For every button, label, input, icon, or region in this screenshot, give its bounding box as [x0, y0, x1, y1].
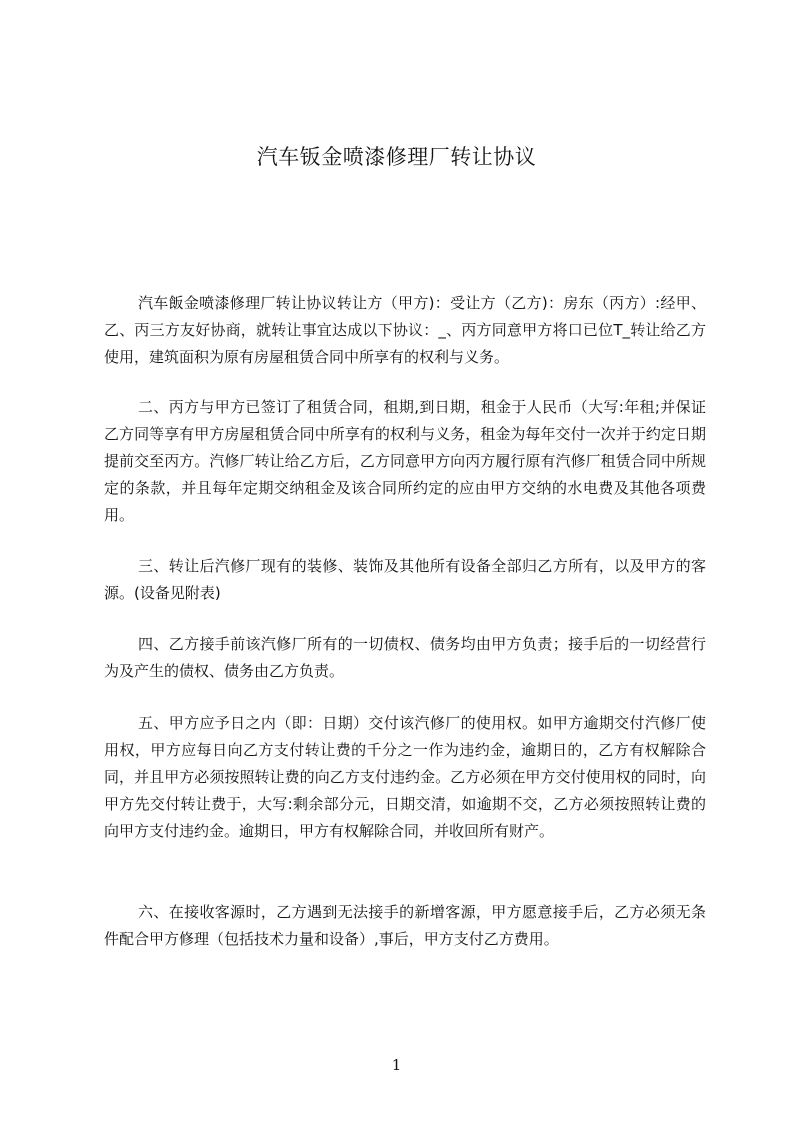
paragraph-clause-5-delivery: 五、甲方应予日之内（即：日期）交付该汽修厂的使用权。如甲方逾期交付汽修厂使用权，甲方应每日向乙方支付转让费的千分之一作为违约金，逾期日的，乙方有权解除合同，并且甲方必须按照转让费的向乙方支付违约金。乙方必须在甲方交付使用权的同时，向甲方先交付转让费于，大写:剩余部分元，日期交清，如逾期不交，乙方必须按照转让费的向甲方支付违约金。逾期日，甲方有权解除合同，并收回所有财产。 [104, 714, 706, 840]
paragraph-clause-4-debts: 四、乙方接手前该汽修厂所有的一切债权、债务均由甲方负责；接手后的一切经营行为及产生的债权、债务由乙方负责。 [104, 635, 706, 680]
paragraph-clause-3-equipment: 三、转让后汽修厂现有的装修、装饰及其他所有设备全部归乙方所有，以及甲方的客源。(设备见附表) [104, 557, 706, 602]
paragraph-clause-6-customers: 六、在接收客源时，乙方遇到无法接手的新增客源，甲方愿意接手后，乙方必须无条件配合甲方修理（包括技术力量和设备）,事后，甲方支付乙方费用。 [104, 903, 706, 948]
paragraph-clause-2-lease: 二、丙方与甲方已签订了租赁合同，租期,到日期，租金于人民币（大写:年租;并保证乙方同等享有甲方房屋租赁合同中所享有的权利与义务，租金为每年交付一次并于约定日期提前交至丙方。汽修厂转让给乙方后，乙方同意甲方向丙方履行原有汽修厂租赁合同中所规定的条款，并且每年定期交纳租金及该合同所约定的应由甲方交纳的水电费及其他各项费用。 [104, 398, 706, 524]
document-title: 汽车钣金喷漆修理厂转让协议 [256, 145, 537, 169]
page-number: 1 [391, 1056, 402, 1074]
paragraph-parties: 汽车飯金喷漆修理厂转让协议转让方（甲方)：受让方（乙方)：房东（丙方）:经甲、乙、丙三方友好协商，就转让事宜达成以下协议：_、丙方同意甲方将口已位T_转让给乙方使用，建筑面积为原有房屋租赁合同中所享有的权利与义务。 [104, 294, 706, 366]
